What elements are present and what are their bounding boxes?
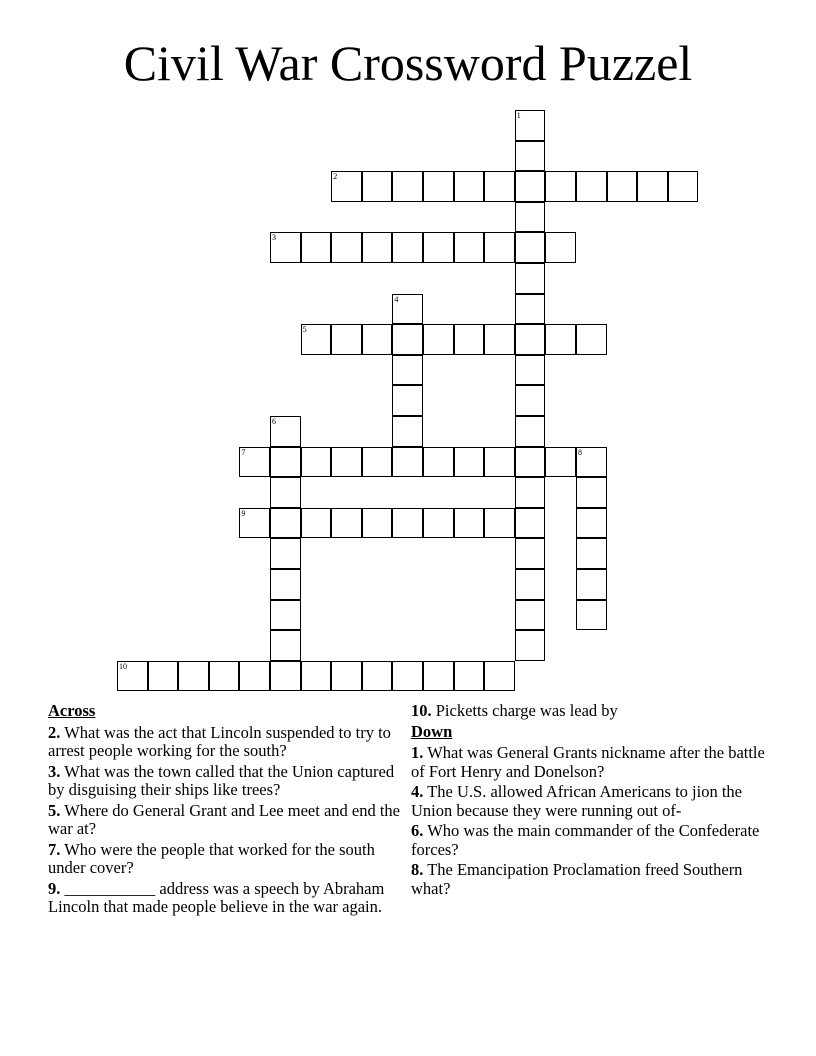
- clue-number: 1.: [411, 743, 424, 762]
- crossword-cell[interactable]: [515, 630, 546, 661]
- crossword-cell[interactable]: [301, 661, 332, 692]
- clue-text: Picketts charge was lead by: [435, 701, 618, 720]
- crossword-cell[interactable]: [484, 447, 515, 478]
- clues-right-column: [411, 702, 771, 900]
- crossword-cell[interactable]: [576, 569, 607, 600]
- crossword-cell[interactable]: [576, 171, 607, 202]
- clue-text: ___________ address was a speech by Abraham Lincoln that made people believe in the war again.: [48, 878, 385, 916]
- cell-number: 2: [333, 172, 338, 182]
- clue-text: The Emancipation Proclamation freed Southern what?: [411, 860, 743, 898]
- across-clue: [48, 724, 403, 761]
- crossword-cell[interactable]: [331, 447, 362, 478]
- crossword-cell[interactable]: [515, 110, 546, 141]
- crossword-cell[interactable]: [392, 508, 423, 539]
- cell-number: 6: [272, 417, 276, 426]
- cell-number: 10: [119, 661, 127, 671]
- crossword-cell[interactable]: [301, 508, 332, 539]
- across-clue: [48, 841, 403, 878]
- clue-number: 6.: [411, 821, 424, 840]
- crossword-cell[interactable]: [331, 508, 362, 539]
- crossword-cell[interactable]: [270, 232, 301, 263]
- crossword-cell[interactable]: [515, 508, 546, 539]
- down-clue: [411, 861, 771, 898]
- crossword-cell[interactable]: [515, 569, 546, 600]
- crossword-cell[interactable]: [362, 171, 393, 202]
- cell-number: 9: [241, 508, 246, 518]
- crossword-cell[interactable]: [515, 600, 546, 631]
- crossword-cell[interactable]: [301, 447, 332, 478]
- clue-number: 9.: [48, 878, 61, 898]
- crossword-cell[interactable]: [270, 661, 301, 692]
- clue-text: Who were the people that worked for the south under cover?: [48, 839, 375, 877]
- crossword-cell[interactable]: [515, 263, 546, 294]
- crossword-cell[interactable]: [331, 171, 362, 202]
- crossword-cell[interactable]: [301, 232, 332, 263]
- crossword-cell[interactable]: [454, 171, 485, 202]
- clue-text: What was the town called that the Union captured by disguising their ships like trees?: [48, 761, 395, 799]
- crossword-cell[interactable]: [331, 324, 362, 355]
- down-clue: [411, 744, 771, 781]
- crossword-cell[interactable]: [392, 232, 423, 263]
- crossword-cell[interactable]: [484, 171, 515, 202]
- crossword-cell[interactable]: [576, 600, 607, 631]
- clue-number: 4.: [411, 782, 424, 801]
- across-clue: [48, 802, 403, 839]
- crossword-cell[interactable]: [454, 324, 485, 355]
- crossword-cell[interactable]: [392, 324, 423, 355]
- crossword-cell[interactable]: [484, 232, 515, 263]
- crossword-cell[interactable]: [270, 600, 301, 631]
- clue-number: 3.: [48, 761, 61, 781]
- crossword-cell[interactable]: [607, 171, 638, 202]
- crossword-cell[interactable]: [362, 324, 393, 355]
- crossword-cell[interactable]: [392, 355, 423, 386]
- across-clue: [48, 763, 403, 800]
- crossword-cell[interactable]: [270, 477, 301, 508]
- crossword-cell[interactable]: [515, 447, 546, 478]
- crossword-cell[interactable]: [331, 232, 362, 263]
- clue-number: 7.: [48, 839, 61, 859]
- crossword-cell[interactable]: [484, 508, 515, 539]
- crossword-cell[interactable]: [515, 385, 546, 416]
- clue-text: The U.S. allowed African Americans to jion the Union because they were running out of-: [411, 782, 743, 820]
- crossword-cell[interactable]: [515, 171, 546, 202]
- crossword-cell[interactable]: [545, 171, 576, 202]
- crossword-cell[interactable]: [454, 447, 485, 478]
- crossword-cell[interactable]: [484, 324, 515, 355]
- clue-number: 8.: [411, 860, 424, 879]
- crossword-cell[interactable]: [148, 661, 179, 692]
- crossword-cell[interactable]: [515, 477, 546, 508]
- crossword-cell[interactable]: [576, 477, 607, 508]
- crossword-cell[interactable]: [392, 661, 423, 692]
- crossword-cell[interactable]: [270, 508, 301, 539]
- crossword-cell[interactable]: [515, 538, 546, 569]
- crossword-cell[interactable]: [576, 508, 607, 539]
- crossword-cell[interactable]: [239, 508, 270, 539]
- down-clue: [411, 822, 771, 859]
- crossword-cell[interactable]: [545, 447, 576, 478]
- crossword-cell[interactable]: [515, 416, 546, 447]
- crossword-cell[interactable]: [362, 447, 393, 478]
- crossword-cell[interactable]: [117, 661, 148, 692]
- crossword-cell[interactable]: [423, 661, 454, 692]
- cell-number: 3: [272, 233, 276, 243]
- crossword-cell[interactable]: [270, 416, 301, 447]
- clue-number: 5.: [48, 800, 61, 820]
- crossword-cell[interactable]: [392, 447, 423, 478]
- across-heading: Across: [48, 701, 96, 720]
- crossword-cell[interactable]: [331, 661, 362, 692]
- across-clue: [411, 702, 771, 721]
- crossword-cell[interactable]: [515, 294, 546, 325]
- crossword-cell[interactable]: [454, 232, 485, 263]
- clue-text: What was the act that Lincoln suspended to try to arrest people working for the south?: [48, 722, 391, 760]
- cell-number: 1: [516, 111, 521, 120]
- across-clue: [48, 880, 403, 917]
- crossword-cell[interactable]: [576, 324, 607, 355]
- crossword-cell[interactable]: [668, 171, 699, 202]
- crossword-cell[interactable]: [515, 324, 546, 355]
- crossword-cell[interactable]: [423, 232, 454, 263]
- cell-number: 8: [578, 447, 582, 457]
- crossword-cell[interactable]: [270, 538, 301, 569]
- crossword-cell[interactable]: [270, 569, 301, 600]
- crossword-cell[interactable]: [423, 508, 454, 539]
- crossword-cell[interactable]: [392, 416, 423, 447]
- crossword-cell[interactable]: [576, 538, 607, 569]
- crossword-cell[interactable]: [515, 202, 546, 233]
- crossword-cell[interactable]: [576, 447, 607, 478]
- crossword-cell[interactable]: [545, 232, 576, 263]
- crossword-cell[interactable]: [545, 324, 576, 355]
- crossword-cell[interactable]: [515, 232, 546, 263]
- crossword-cell[interactable]: [270, 630, 301, 661]
- page-title: Civil War Crossword Puzzel: [123, 35, 693, 91]
- crossword-cell[interactable]: [239, 661, 270, 692]
- crossword-cell[interactable]: [423, 171, 454, 202]
- clue-text: Where do General Grant and Lee meet and end the war at?: [48, 800, 400, 838]
- crossword-cell[interactable]: [209, 661, 240, 692]
- crossword-cell[interactable]: [392, 294, 423, 325]
- crossword-cell[interactable]: [178, 661, 209, 692]
- crossword-cell[interactable]: [423, 324, 454, 355]
- crossword-cell[interactable]: [362, 232, 393, 263]
- clue-number: 2.: [48, 722, 61, 742]
- crossword-cell[interactable]: [454, 661, 485, 692]
- down-clue: [411, 783, 771, 820]
- crossword-cell[interactable]: [270, 447, 301, 478]
- cell-number: 7: [241, 447, 246, 457]
- crossword-cell[interactable]: [301, 324, 332, 355]
- clue-text: What was General Grants nickname after the battle of Fort Henry and Donelson?: [411, 743, 765, 781]
- cell-number: 5: [302, 325, 307, 335]
- clue-number: 10.: [411, 701, 432, 720]
- crossword-cell[interactable]: [515, 355, 546, 386]
- crossword-cell[interactable]: [362, 661, 393, 692]
- crossword-cell[interactable]: [392, 171, 423, 202]
- crossword-cell[interactable]: [515, 141, 546, 172]
- crossword-cell[interactable]: [392, 385, 423, 416]
- crossword-cell[interactable]: [637, 171, 668, 202]
- crossword-cell[interactable]: [362, 508, 393, 539]
- crossword-cell[interactable]: [239, 447, 270, 478]
- crossword-cell[interactable]: [484, 661, 515, 692]
- crossword-cell[interactable]: [423, 447, 454, 478]
- clue-text: Who was the main commander of the Confederate forces?: [411, 821, 760, 859]
- clues-left-column: [48, 702, 403, 919]
- crossword-cell[interactable]: [454, 508, 485, 539]
- down-heading: Down: [411, 721, 453, 741]
- cell-number: 4: [394, 294, 399, 304]
